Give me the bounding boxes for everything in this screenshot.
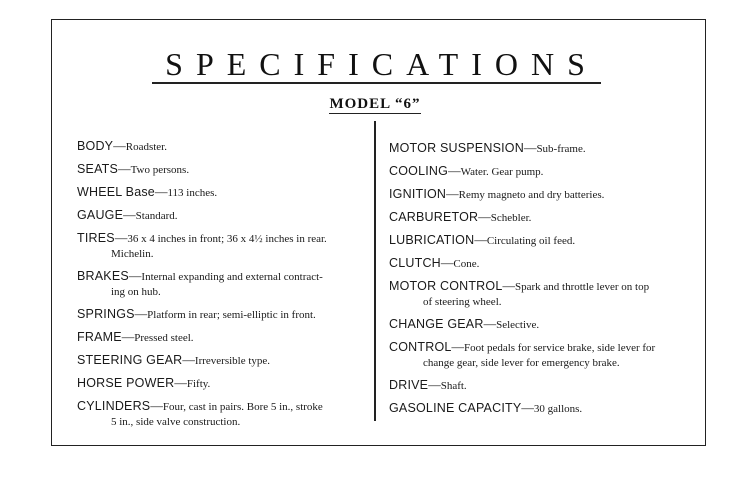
model-heading [0, 96, 750, 113]
spec-item: DRIVE—Shaft. [389, 378, 467, 392]
spec-label: IGNITION [389, 187, 447, 201]
spec-item: SEATS—Two persons. [77, 162, 190, 176]
spec-label: FRAME [77, 330, 122, 344]
spec-value: 113 inches. [167, 187, 218, 199]
spec-value: Circulating oil feed. [486, 235, 576, 247]
spec-label: HORSE POWER [77, 376, 175, 390]
spec-item: CLUTCH—Cone. [389, 256, 480, 270]
model-heading-text: MODEL “6” [329, 96, 421, 112]
spec-label: CLUTCH [389, 256, 441, 270]
spec-item: CARBURETOR—Schebler. [389, 210, 532, 224]
spec-label: WHEEL Base [77, 185, 155, 199]
spec-item: MOTOR SUSPENSION—Sub-frame. [389, 141, 586, 155]
spec-label: CARBURETOR [389, 210, 479, 224]
spec-value-continued: change gear, side lever for emergency brake. [423, 357, 620, 369]
spec-item: STEERING GEAR—Irreversible type. [77, 353, 271, 367]
spec-column-right [389, 141, 689, 424]
spec-label: CONTROL [389, 340, 452, 354]
spec-value: Irreversible type. [194, 355, 271, 367]
spec-value: Roadster. [125, 141, 167, 153]
title-underline [152, 82, 601, 84]
spec-value: Four, cast in pairs. Bore 5 in., stroke [162, 401, 323, 413]
spec-label: MOTOR CONTROL [389, 279, 503, 293]
spec-value: Schebler. [490, 212, 532, 224]
spec-item: COOLING—Water. Gear pump. [389, 164, 544, 178]
spec-value-continued: Michelin. [111, 248, 154, 260]
spec-label: GAUGE [77, 208, 124, 222]
spec-label: BRAKES [77, 269, 129, 283]
spec-label: GASOLINE CAPACITY [389, 401, 522, 415]
spec-item: CONTROL—Foot pedals for service brake, side lever for change gear, side lever for emergency brake. [389, 340, 689, 371]
spec-label: CHANGE GEAR [389, 317, 484, 331]
spec-label: COOLING [389, 164, 449, 178]
spec-item: MOTOR CONTROL—Spark and throttle lever on top of steering wheel. [389, 279, 689, 310]
spec-label: MOTOR SUSPENSION [389, 141, 524, 155]
spec-label: DRIVE [389, 378, 429, 392]
spec-value: Internal expanding and external contract- [141, 271, 323, 283]
spec-item: BRAKES—Internal expanding and external contract- ing on hub. [77, 269, 369, 300]
spec-value: 30 gallons. [533, 403, 583, 415]
spec-value: Shaft. [440, 380, 467, 392]
spec-item: TIRES—36 x 4 inches in front; 36 x 4½ inches in rear. Michelin. [77, 231, 369, 262]
spec-label: TIRES [77, 231, 115, 245]
spec-label: SEATS [77, 162, 119, 176]
spec-item: LUBRICATION—Circulating oil feed. [389, 233, 576, 247]
spec-label: BODY [77, 139, 114, 153]
spec-label: CYLINDERS [77, 399, 151, 413]
spec-value: Water. Gear pump. [460, 166, 544, 178]
spec-value: Fifty. [186, 378, 211, 390]
spec-value: Platform in rear; semi-elliptic in front. [147, 309, 316, 321]
spec-value: Two persons. [130, 164, 190, 176]
spec-value-continued: ing on hub. [111, 286, 161, 298]
spec-label: LUBRICATION [389, 233, 475, 247]
spec-value-continued: 5 in., side valve construction. [111, 416, 241, 428]
spec-item: GAUGE—Standard. [77, 208, 178, 222]
page-title: SPECIFICATIONS [165, 46, 598, 82]
spec-value: Foot pedals for service brake, side lever for [464, 342, 656, 354]
spec-value: 36 x 4 inches in front; 36 x 4½ inches in rear. [127, 233, 327, 245]
spec-item: HORSE POWER—Fifty. [77, 376, 211, 390]
spec-value-continued: of steering wheel. [423, 296, 502, 308]
spec-item: WHEEL Base—113 inches. [77, 185, 218, 199]
spec-value: Selective. [496, 319, 540, 331]
spec-value: Spark and throttle lever on top [514, 281, 650, 293]
spec-value: Standard. [135, 210, 178, 222]
spec-value: Sub-frame. [536, 143, 586, 155]
spec-label: STEERING GEAR [77, 353, 183, 367]
spec-value: Pressed steel. [134, 332, 194, 344]
spec-item: CYLINDERS—Four, cast in pairs. Bore 5 in., stroke 5 in., side valve construction. [77, 399, 369, 430]
spec-value: Cone. [453, 258, 480, 270]
spec-item: FRAME—Pressed steel. [77, 330, 194, 344]
spec-label: SPRINGS [77, 307, 135, 321]
spec-column-left [77, 139, 369, 437]
spec-item: GASOLINE CAPACITY—30 gallons. [389, 401, 583, 415]
spec-item: IGNITION—Remy magneto and dry batteries. [389, 187, 605, 201]
column-divider [374, 121, 376, 421]
spec-item: SPRINGS—Platform in rear; semi-elliptic in front. [77, 307, 316, 321]
spec-item: CHANGE GEAR—Selective. [389, 317, 540, 331]
spec-value: Remy magneto and dry batteries. [458, 189, 605, 201]
spec-item: BODY—Roadster. [77, 139, 167, 153]
